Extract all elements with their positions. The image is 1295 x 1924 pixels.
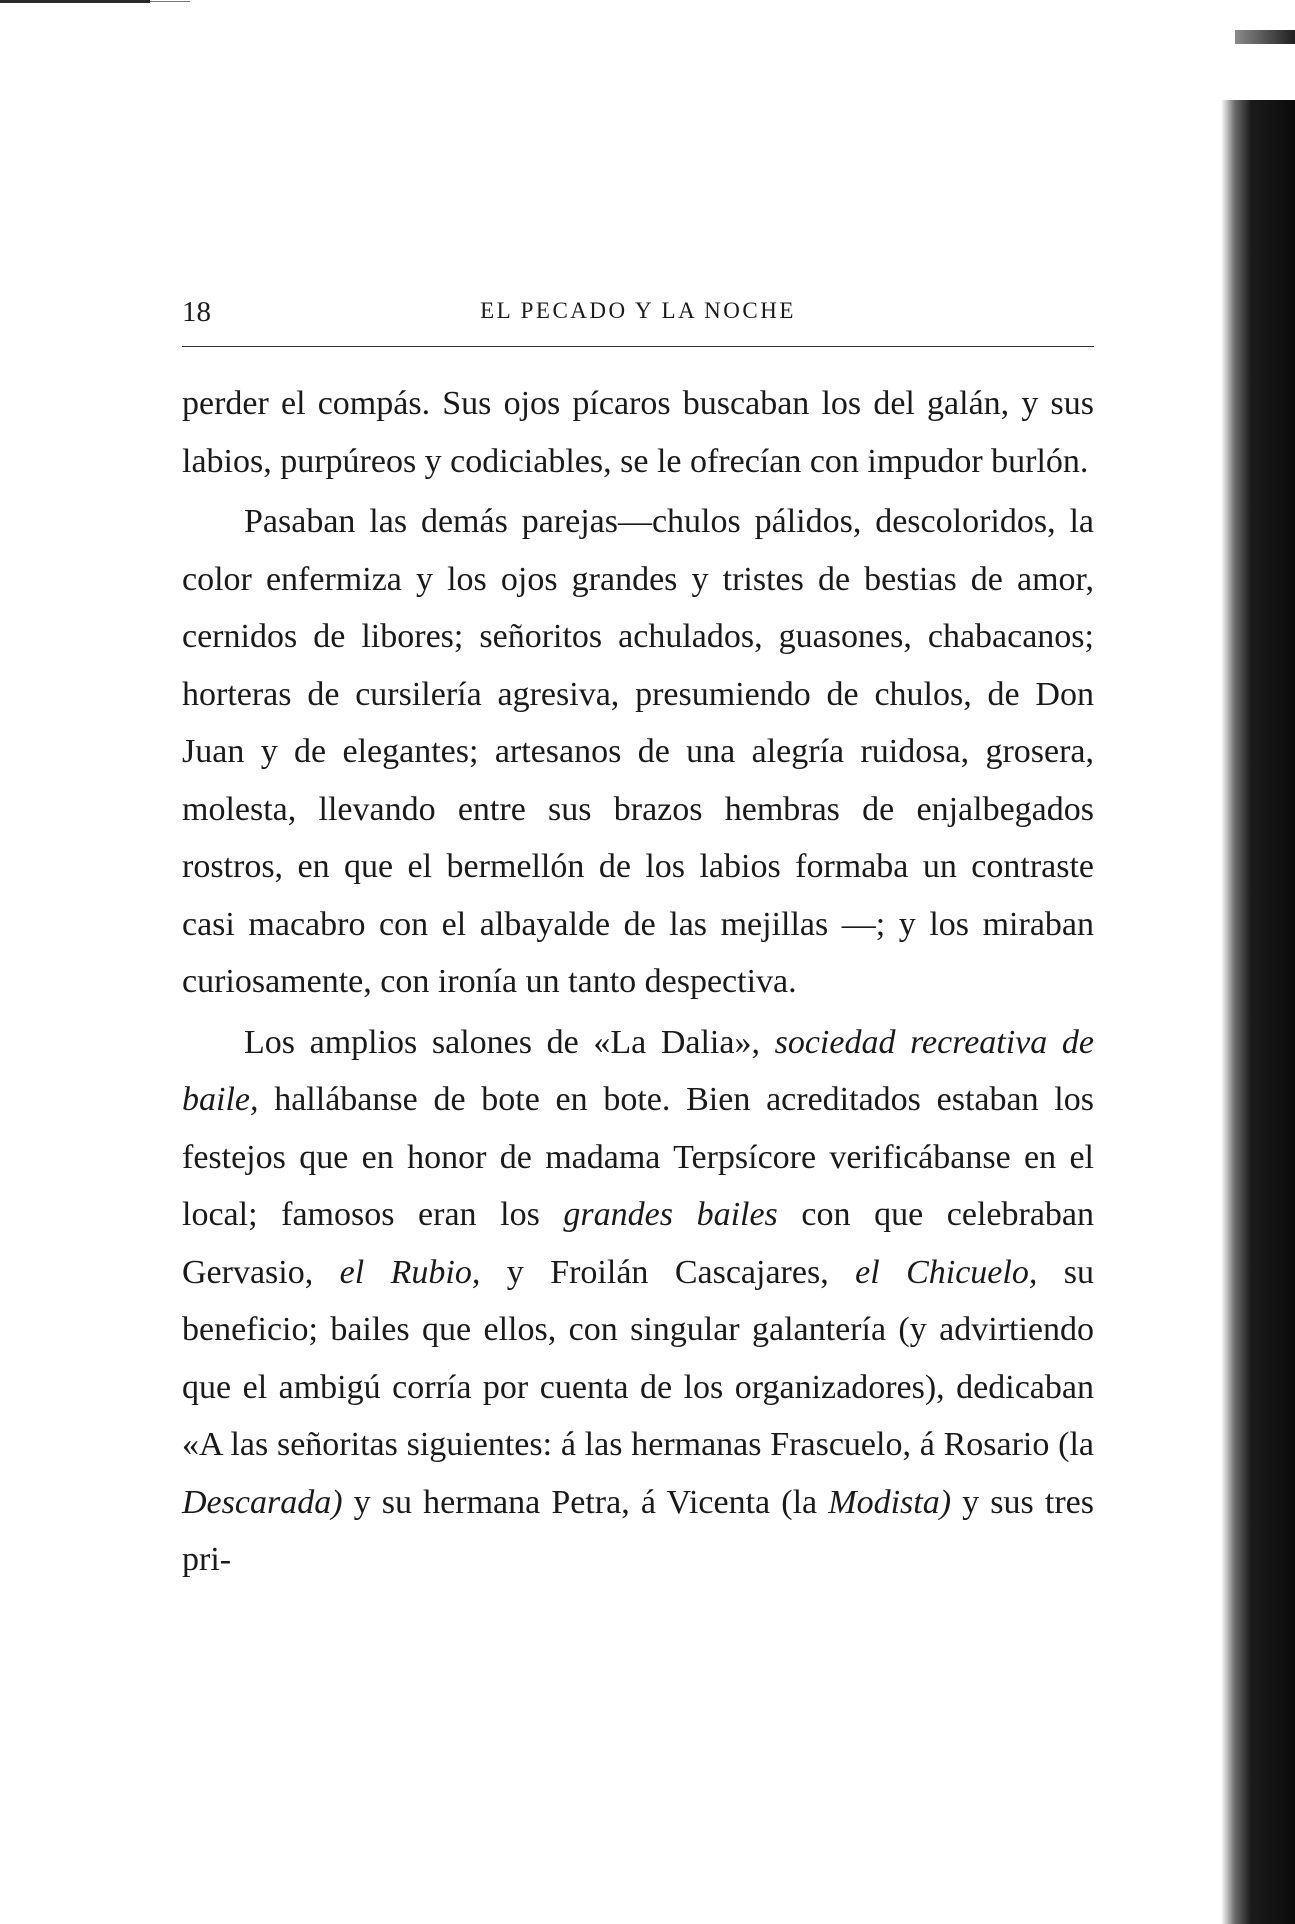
paragraph-1 (182, 375, 1094, 490)
running-head (182, 290, 1094, 334)
paragraph-3-segment-12: Modista) (828, 1483, 952, 1521)
paragraph-3-segment-9: su beneficio; bailes que ellos, con singular galantería (y advirtiendo que el ambigú corría por cuenta de los organizadores), dedicaban «A las señoritas siguientes: á las hermanas Frascuelo, á Rosario (la (182, 1253, 1094, 1463)
paragraph-3-segment-10: Descarada) (182, 1483, 343, 1521)
paragraph-2-segment-1: Pasaban las demás parejas—chulos pálidos, descoloridos, la color enfermiza y los ojos grandes y tristes de bestias de amor, cernidos de libores; señoritos achulados, guasones, chabacanos; horteras de cursilería agresiva, presumiendo de chulos, de Don Juan y de elegantes; artesanos de una alegría ruidosa, grosera, molesta, llevando entre sus brazos hembras de enjalbegados rostros, en que el bermellón de los labios formaba un contraste casi macabro con el albayalde de las mejillas —; y los miraban curiosamente, con ironía un tanto despectiva. (182, 503, 1094, 1000)
paragraph-3-segment-1: Los amplios salones de «La Dalia», (244, 1023, 775, 1061)
scan-page-edge-shadow (1221, 100, 1295, 1924)
paragraph-3 (182, 1014, 1094, 1589)
paragraph-1-segment-1: perder el compás. Sus ojos pícaros buscaban los del galán, y sus labios, purpúreos y codiciables, se le ofrecían con impudor burlón. (182, 385, 1094, 480)
scan-top-rule-thin (150, 1, 190, 2)
paragraph-2 (182, 493, 1094, 1011)
paragraph-3-segment-5: con que celebraban Gervasio, (182, 1196, 1094, 1291)
paragraph-3-segment-6: el Rubio, (339, 1253, 481, 1291)
paragraph-3-segment-7: y Froilán Cascajares, (480, 1253, 856, 1291)
body-text (182, 375, 1094, 1589)
header-rule (182, 346, 1094, 347)
paragraph-3-segment-2: sociedad recreativa de baile, (182, 1023, 1094, 1118)
scan-edge-mark (1235, 30, 1295, 44)
page-number: 18 (182, 296, 211, 328)
paragraph-3-segment-8: el Chicuelo, (855, 1253, 1038, 1291)
book-title: EL PECADO Y LA NOCHE (480, 298, 796, 323)
paragraph-3-segment-11: y su hermana Petra, á Vicenta (la (342, 1483, 829, 1521)
paragraph-3-segment-4: grandes bailes (563, 1196, 778, 1233)
paragraph-3-segment-13: y sus tres pri- (182, 1483, 1094, 1578)
paragraph-3-segment-3: hallábanse de bote en bote. Bien acreditados estaban los festejos que en honor de madama Terpsícore verificábanse en el local; famosos eran los (182, 1081, 1094, 1233)
scan-top-rule (0, 0, 150, 3)
book-page (182, 290, 1094, 1589)
